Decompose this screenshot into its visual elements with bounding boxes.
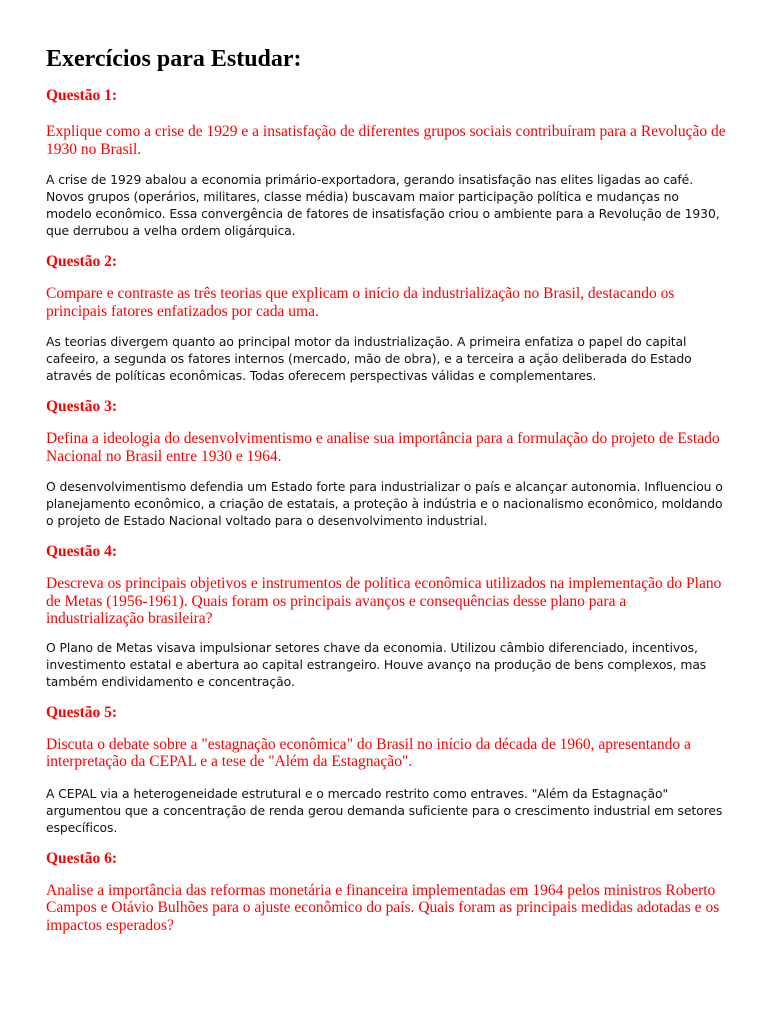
answer-text: O desenvolvimentismo defendia um Estado forte para industrializar o país e alcançar autonomia. Influenciou o planejamento econômico, a criação de estatais, a proteção à indústria e o nacionalismo econômico, moldando o projeto de Estado Nacional voltado para o desenvolvimento industrial. <box>46 479 723 528</box>
question-block-3 <box>46 397 726 529</box>
answer-text: O Plano de Metas visava impulsionar setores chave da economia. Utilizou câmbio diferenciado, incentivos, investimento estatal e abertura ao capital estrangeiro. Houve avanço na produção de bens complexos, mas também endividamento e concentração. <box>46 639 707 689</box>
question-heading: Questão 2: <box>46 253 118 270</box>
question-text: Explique como a crise de 1929 e a insatisfação de diferentes grupos sociais contribuíram para a Revolução de 1930 no Brasil. <box>46 123 726 158</box>
answer-text: A crise de 1929 abalou a economia primário-exportadora, gerando insatisfação nas elites ligadas ao café. Novos grupos (operários, militares, classe média) buscavam maior participação política e mudanças no modelo econômico. Essa convergência de fatores de insatisfação criou o ambiente para a Revolução de 1930, que derrubou a velha ordem oligárquica. <box>46 172 720 238</box>
answer-text: A CEPAL via a heterogeneidade estrutural e o mercado restrito como entraves. "Além da Estagnação" argumentou que a concentração de renda gerou demanda suficiente para o crescimento industrial em setores específicos. <box>46 785 723 835</box>
question-text: Discuta o debate sobre a "estagnação econômica" do Brasil no início da década de 1960, apresentando a interpretação da CEPAL e a tese de "Além da Estagnação". <box>46 735 691 770</box>
question-heading: Questão 6: <box>46 849 118 867</box>
question-heading: Questão 3: <box>46 398 118 415</box>
question-block-2 <box>46 252 726 384</box>
question-text: Analise a importância das reformas monetária e financeira implementadas em 1964 pelos ministros Roberto Campos e Otávio Bulhões para o ajuste econômico do país. Quais foram as principais medidas adotadas e os impactos esperados? <box>46 881 720 934</box>
question-text: Descreva os principais objetivos e instrumentos de política econômica utilizados na implementação do Plano de Metas (1956-1961). Quais foram os principais avanços e consequências desse plano para a industrialização brasileira? <box>46 575 722 627</box>
question-heading: Questão 5: <box>46 703 118 721</box>
question-block-1 <box>46 86 726 239</box>
question-block-5 <box>46 703 726 836</box>
question-heading: Questão 4: <box>46 543 118 560</box>
question-text: Defina a ideologia do desenvolvimentismo e analise sua importância para a formulação do projeto de Estado Nacional no Brasil entre 1930 e 1964. <box>46 430 720 465</box>
question-text: Compare e contraste as três teorias que explicam o início da industrialização no Brasil, destacando os principais fatores enfatizados por cada uma. <box>46 285 675 320</box>
question-block-6 <box>46 849 726 935</box>
question-block-4 <box>46 542 726 690</box>
answer-text: As teorias divergem quanto ao principal motor da industrialização. A primeira enfatiza o papel do capital cafeeiro, a segunda os fatores internos (mercado, mão de obra), e a terceira a ação deliberada do Estado através de políticas econômicas. Todas oferecem perspectivas válidas e complementares. <box>46 334 692 383</box>
document-page <box>46 38 726 934</box>
question-heading: Questão 1: <box>46 87 118 104</box>
page-title: Exercícios para Estudar: <box>46 46 302 72</box>
